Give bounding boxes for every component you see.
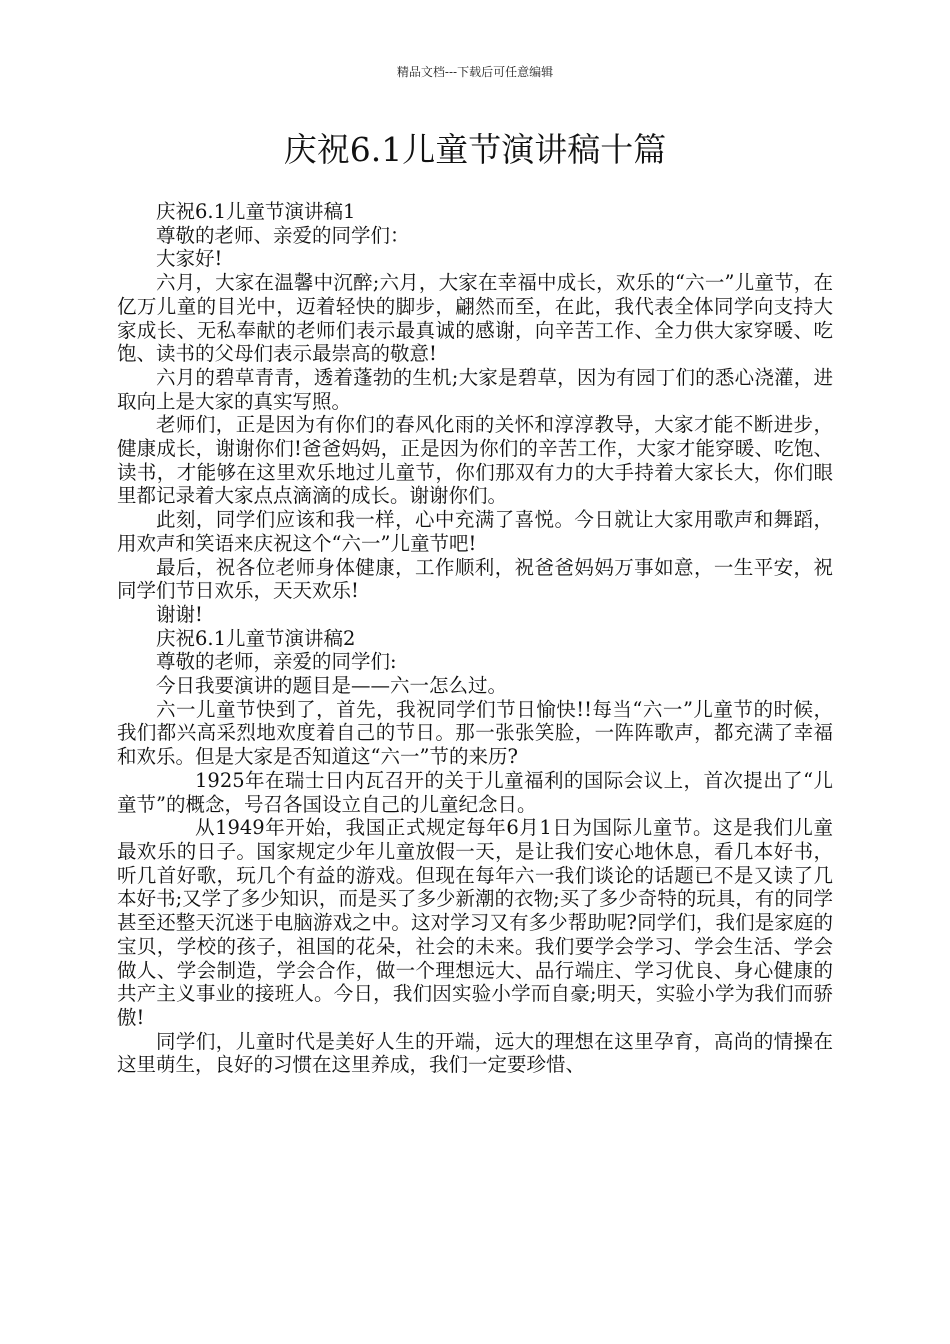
paragraph: 同学们，儿童时代是美好人生的开端，远大的理想在这里孕育，高尚的情操在这里萌生，良好的习惯在这里养成，我们一定要珍惜、: [117, 1029, 833, 1077]
paragraph: 此刻，同学们应该和我一样，心中充满了喜悦。今日就让大家用歌声和舞蹈，用欢声和笑语来庆祝这个“六一”儿童节吧!: [117, 508, 833, 555]
paragraph: 六一儿童节快到了，首先，我祝同学们节日愉快!!每当“六一”儿童节的时候，我们都兴高采烈地欢度着自己的节日。那一张张笑脸，一阵阵歌声，都充满了幸福和欢乐。但是大家是否知道这“六一”节的来历?: [117, 697, 833, 769]
paragraph: 最后，祝各位老师身体健康，工作顺利，祝爸爸妈妈万事如意，一生平安，祝同学们节日欢乐，天天欢乐!: [117, 555, 833, 603]
paragraph: 从1949年开始，我国正式规定每年6月1日为国际儿童节。这是我们儿童最欢乐的日子。国家规定少年儿童放假一天，是让我们安心地休息，看几本好书，听几首好歌，玩几个有益的游戏。但现在每年六一我们谈论的话题已不是又读了几本好书;又学了多少知识，而是买了多少新潮的衣物;买了多少奇特的玩具，有的同学甚至还整天沉迷于电脑游戏之中。这对学习又有多少帮助呢?同学们，我们是家庭的宝贝，学校的孩子，祖国的花朵，社会的未来。我们要学会学习、学会生活、学会做人、学会制造，学会合作，做一个理想远大、品行端庄、学习优良、身心健康的共产主义事业的接班人。今日，我们因实验小学而自豪;明天，实验小学为我们而骄傲!: [117, 816, 833, 1029]
paragraph: 1925年在瑞士日内瓦召开的关于儿童福利的国际会议上，首次提出了“儿童节”的概念，号召各国设立自己的儿童纪念日。: [117, 768, 833, 816]
header-note: 精品文档---下载后可任意编辑: [396, 65, 554, 79]
paragraph: 六月的碧草青青，透着蓬勃的生机;大家是碧草，因为有园丁们的悉心浇灌，进取向上是大家的真实写照。: [117, 365, 833, 413]
paragraph: 六月，大家在温馨中沉醉;六月，大家在幸福中成长，欢乐的“六一”儿童节，在亿万儿童的目光中，迈着轻快的脚步，翩然而至，在此，我代表全体同学向支持大家成长、无私奉献的老师们表示最真诚的感谢，向辛苦工作、全力供大家穿暖、吃饱、读书的父母们表示最崇高的敬意!: [117, 271, 833, 366]
section-heading: 庆祝6.1儿童节演讲稿2: [156, 626, 356, 650]
section-heading: 庆祝6.1儿童节演讲稿1: [156, 200, 356, 223]
document-body: [117, 200, 833, 1077]
closing: 谢谢!: [156, 602, 203, 626]
salutation: 尊敬的老师，亲爱的同学们:: [156, 650, 397, 674]
paragraph: 老师们，正是因为有你们的春风化雨的关怀和淳淳教导，大家才能不断进步，健康成长，谢谢你们!爸爸妈妈，正是因为你们的辛苦工作，大家才能穿暖、吃饱、读书，才能够在这里欢乐地过儿童节，你们那双有力的大手持着大家长大，你们眼里都记录着大家点点滴滴的成长。谢谢你们。: [117, 413, 833, 508]
greeting: 大家好!: [156, 247, 223, 271]
salutation: 尊敬的老师、亲爱的同学们：: [156, 223, 410, 247]
paragraph: 今日我要演讲的题目是——六一怎么过。: [156, 674, 508, 698]
document-title: 庆祝6.1儿童节演讲稿十篇: [283, 130, 667, 169]
